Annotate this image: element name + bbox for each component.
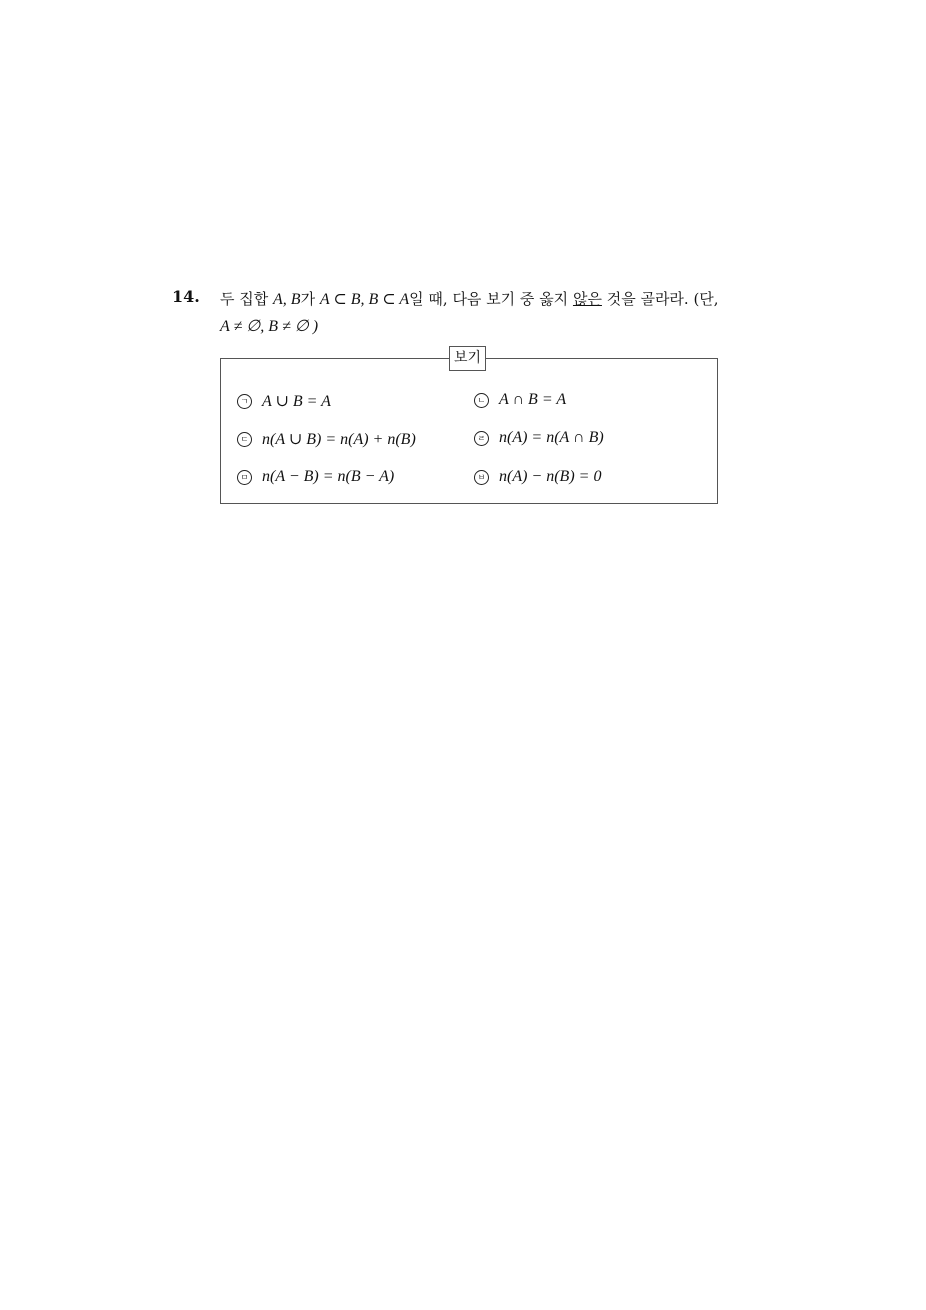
choice-item	[237, 391, 331, 411]
choice-marker: ㅂ	[474, 470, 489, 485]
choice-marker: ㄹ	[474, 431, 489, 446]
bogi-title: 보기	[449, 346, 486, 371]
choice-expression: n(A ∪ B) = n(A) + n(B)	[262, 431, 416, 448]
choice-expression: n(A − B) = n(B − A)	[262, 468, 395, 485]
choice-expression: A ∩ B = A	[499, 391, 567, 408]
question-line-2: A ≠ ∅, B ≠ ∅ )	[220, 318, 319, 335]
choice-expression: n(A) − n(B) = 0	[499, 468, 602, 485]
choice-marker: ㅁ	[237, 470, 252, 485]
choice-marker: ㄷ	[237, 432, 252, 447]
choice-item	[237, 468, 394, 486]
question-particle: 가	[300, 290, 320, 308]
choice-marker: ㄴ	[474, 393, 489, 408]
choice-item	[237, 429, 416, 449]
choice-item	[474, 391, 566, 409]
question-emphasis: 않은	[572, 290, 602, 308]
choice-expression: A ∪ B = A	[262, 393, 331, 410]
choice-marker: ㄱ	[237, 394, 252, 409]
question-line-1	[220, 286, 760, 313]
choice-expression: n(A) = n(A ∩ B)	[499, 429, 604, 446]
question-prefix: 두 집합	[220, 290, 274, 308]
choice-item	[474, 429, 604, 447]
question-text	[220, 286, 760, 340]
question-sets: A, B	[273, 291, 301, 308]
question-middle: 일 때, 다음 보기 중 옳지	[409, 290, 573, 308]
question-suffix: 것을 골라라. (단,	[601, 290, 719, 308]
question-condition: A ⊂ B, B ⊂ A	[319, 291, 410, 308]
choice-item	[474, 468, 601, 486]
problem-number: 14.	[172, 287, 200, 306]
